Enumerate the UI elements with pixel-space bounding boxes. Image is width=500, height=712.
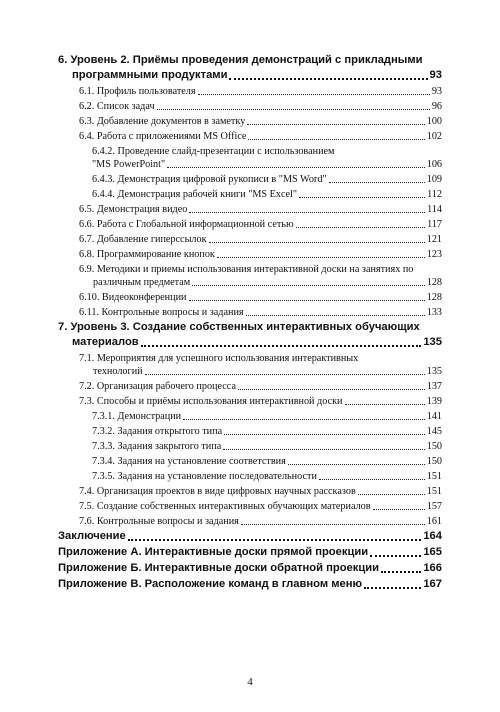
dot-leader [373, 508, 425, 510]
toc-entry[interactable] [58, 515, 442, 528]
dot-leader [248, 138, 424, 140]
toc-page-number: 135 [426, 366, 442, 377]
toc-entry-title: различным предметам [93, 277, 191, 288]
toc-page-number: 106 [426, 159, 442, 170]
toc-entry-title: технологий [93, 366, 143, 377]
toc-page-number: 137 [426, 381, 442, 392]
toc-entry-title: 7.5. Создание собственных интерактивных обучающих материалов [79, 501, 371, 512]
toc-page-number: 165 [423, 546, 442, 558]
toc-entry-title: Приложение А. Интерактивные доски прямой проекции [58, 546, 369, 558]
toc-page-number: 135 [423, 336, 442, 348]
toc-entry[interactable] [58, 306, 442, 319]
dot-leader [296, 226, 426, 228]
toc-entry[interactable] [58, 115, 442, 128]
toc-entry[interactable] [58, 53, 442, 83]
toc-entry-title-line: 7.1. Мероприятия для успешного использования интерактивных [79, 353, 359, 364]
toc-entry-title: 6.4.3. Демонстрация цифровой рукописи в "MS Word" [92, 174, 327, 185]
toc-page-number: 114 [427, 204, 442, 215]
toc-entry-title: Приложение Б. Интерактивные доски обратной проекции [58, 562, 379, 574]
dot-leader [246, 314, 425, 316]
toc-entry[interactable] [58, 545, 442, 560]
toc-entry[interactable] [58, 561, 442, 576]
page-number: 4 [247, 676, 253, 688]
toc-entry[interactable] [58, 380, 442, 393]
toc-entry-title: 6.1. Профиль пользователя [79, 86, 196, 97]
dot-leader [157, 108, 430, 110]
dot-leader [183, 418, 425, 420]
toc-entry-title: 6.3. Добавление документов в заметку [79, 116, 246, 127]
dot-leader [223, 448, 424, 450]
toc-page-number: 102 [426, 131, 442, 142]
dot-leader [241, 523, 425, 525]
dot-leader [370, 554, 421, 557]
dot-leader [192, 284, 424, 286]
toc-entry[interactable] [58, 470, 442, 483]
toc-entry-title: "MS PowerPoint" [92, 159, 166, 170]
dot-leader [288, 463, 425, 465]
toc-entry-title-line: 7. Уровень 3. Создание собственных интерактивных обучающих [58, 321, 420, 333]
toc-entry-title: 6.6. Работа с Глобальной информационной сетью [79, 219, 294, 230]
toc-page-number: 121 [426, 234, 442, 245]
dot-leader [381, 570, 421, 573]
toc-page-number: 123 [426, 249, 442, 260]
dot-leader [345, 403, 425, 405]
toc-entry-title: 7.3.1. Демонстрации [92, 411, 182, 422]
toc-entry[interactable] [58, 85, 442, 98]
toc-page-number: 96 [431, 101, 442, 112]
toc-page-number: 164 [423, 530, 442, 542]
toc-entry-title: 6.11. Контрольные вопросы и задания [79, 307, 244, 318]
toc-entry[interactable] [58, 320, 442, 350]
table-of-contents [58, 52, 442, 592]
toc-entry-title: Приложение В. Расположение команд в главном меню [58, 578, 363, 590]
toc-page-number: 161 [426, 516, 442, 527]
toc-entry[interactable] [58, 233, 442, 246]
toc-entry[interactable] [58, 440, 442, 453]
toc-entry[interactable] [58, 203, 442, 216]
toc-page-number: 112 [427, 189, 442, 200]
toc-page-number: 139 [426, 396, 442, 407]
dot-leader [364, 586, 421, 589]
toc-entry-title: 7.3.5. Задания на установление последовательности [92, 471, 317, 482]
dot-leader [329, 181, 425, 183]
toc-entry[interactable] [58, 291, 442, 304]
dot-leader [141, 344, 422, 347]
toc-entry[interactable] [58, 188, 442, 201]
toc-page-number: 151 [426, 471, 442, 482]
toc-entry-title: материалов [72, 336, 139, 348]
toc-page-number: 150 [426, 441, 442, 452]
toc-entry[interactable] [58, 410, 442, 423]
dot-leader [145, 373, 425, 375]
toc-page-number: 100 [426, 116, 442, 127]
toc-entry-title: 6.7. Добавление гиперссылок [79, 234, 207, 245]
toc-page-number: 141 [426, 411, 442, 422]
toc-page-number: 157 [426, 501, 442, 512]
dot-leader [128, 538, 422, 541]
toc-entry[interactable] [58, 263, 442, 289]
dot-leader [189, 299, 425, 301]
toc-entry-title: 6.10. Видеоконференции [79, 292, 187, 303]
toc-entry-title: программными продуктами [72, 69, 228, 81]
toc-entry[interactable] [58, 577, 442, 592]
toc-entry-title: 6.5. Демонстрация видео [79, 204, 188, 215]
toc-entry-title: 7.2. Организация рабочего процесса [79, 381, 236, 392]
toc-page-number: 117 [427, 219, 442, 230]
toc-entry-title: Заключение [58, 530, 126, 542]
toc-entry-title: 6.2. Список задач [79, 101, 155, 112]
toc-entry[interactable] [58, 529, 442, 544]
dot-leader [229, 77, 427, 80]
toc-entry-title: 6.4. Работа с приложениями MS Office [79, 131, 247, 142]
toc-entry[interactable] [58, 173, 442, 186]
toc-page-number: 167 [423, 578, 442, 590]
toc-entry-title: 7.3.2. Задания открытого типа [92, 426, 223, 437]
toc-page-number: 133 [426, 307, 442, 318]
toc-entry[interactable] [58, 248, 442, 261]
dot-leader [189, 211, 425, 213]
dot-leader [224, 433, 425, 435]
toc-entry[interactable] [58, 500, 442, 513]
toc-entry-title: 7.6. Контрольные вопросы и задания [79, 516, 239, 527]
toc-page-number: 128 [426, 277, 442, 288]
toc-entry[interactable] [58, 218, 442, 231]
toc-entry[interactable] [58, 425, 442, 438]
toc-entry-title: 7.3.3. Задания закрытого типа [92, 441, 222, 452]
toc-entry-title: 7.3. Способы и приёмы использования интерактивной доски [79, 396, 343, 407]
dot-leader [167, 166, 425, 168]
toc-entry-title: 7.4. Организация проектов в виде цифровых научных рассказов [79, 486, 356, 497]
toc-entry-title-line: 6. Уровень 2. Приёмы проведения демонстраций с прикладными [58, 54, 423, 66]
toc-entry[interactable] [58, 455, 442, 468]
toc-entry[interactable] [58, 352, 442, 378]
dot-leader [217, 256, 425, 258]
dot-leader [238, 388, 425, 390]
toc-entry[interactable] [58, 145, 442, 171]
toc-page-number: 150 [426, 456, 442, 467]
toc-page-number: 109 [426, 174, 442, 185]
dot-leader [198, 93, 430, 95]
dot-leader [358, 493, 425, 495]
dot-leader [247, 123, 424, 125]
toc-entry-title: 7.3.4. Задания на установление соответствия [92, 456, 286, 467]
toc-page-number: 128 [426, 292, 442, 303]
dot-leader [299, 196, 425, 198]
toc-entry-title-line: 6.4.2. Проведение слайд-презентации с использованием [92, 146, 335, 157]
toc-entry[interactable] [58, 395, 442, 408]
toc-entry[interactable] [58, 485, 442, 498]
toc-page-number: 166 [423, 562, 442, 574]
toc-page-number: 145 [426, 426, 442, 437]
toc-entry[interactable] [58, 100, 442, 113]
toc-page-number: 151 [426, 486, 442, 497]
toc-page-number: 93 [429, 69, 442, 81]
toc-entry-title-line: 6.9. Методики и приемы использования интерактивной доски на занятиях по [79, 264, 414, 275]
toc-page-number: 93 [431, 86, 442, 97]
toc-entry-title: 6.4.4. Демонстрация рабочей книги "MS Excel" [92, 189, 297, 200]
dot-leader [319, 478, 425, 480]
toc-entry-title: 6.8. Программирование кнопок [79, 249, 215, 260]
toc-entry[interactable] [58, 130, 442, 143]
dot-leader [209, 241, 425, 243]
